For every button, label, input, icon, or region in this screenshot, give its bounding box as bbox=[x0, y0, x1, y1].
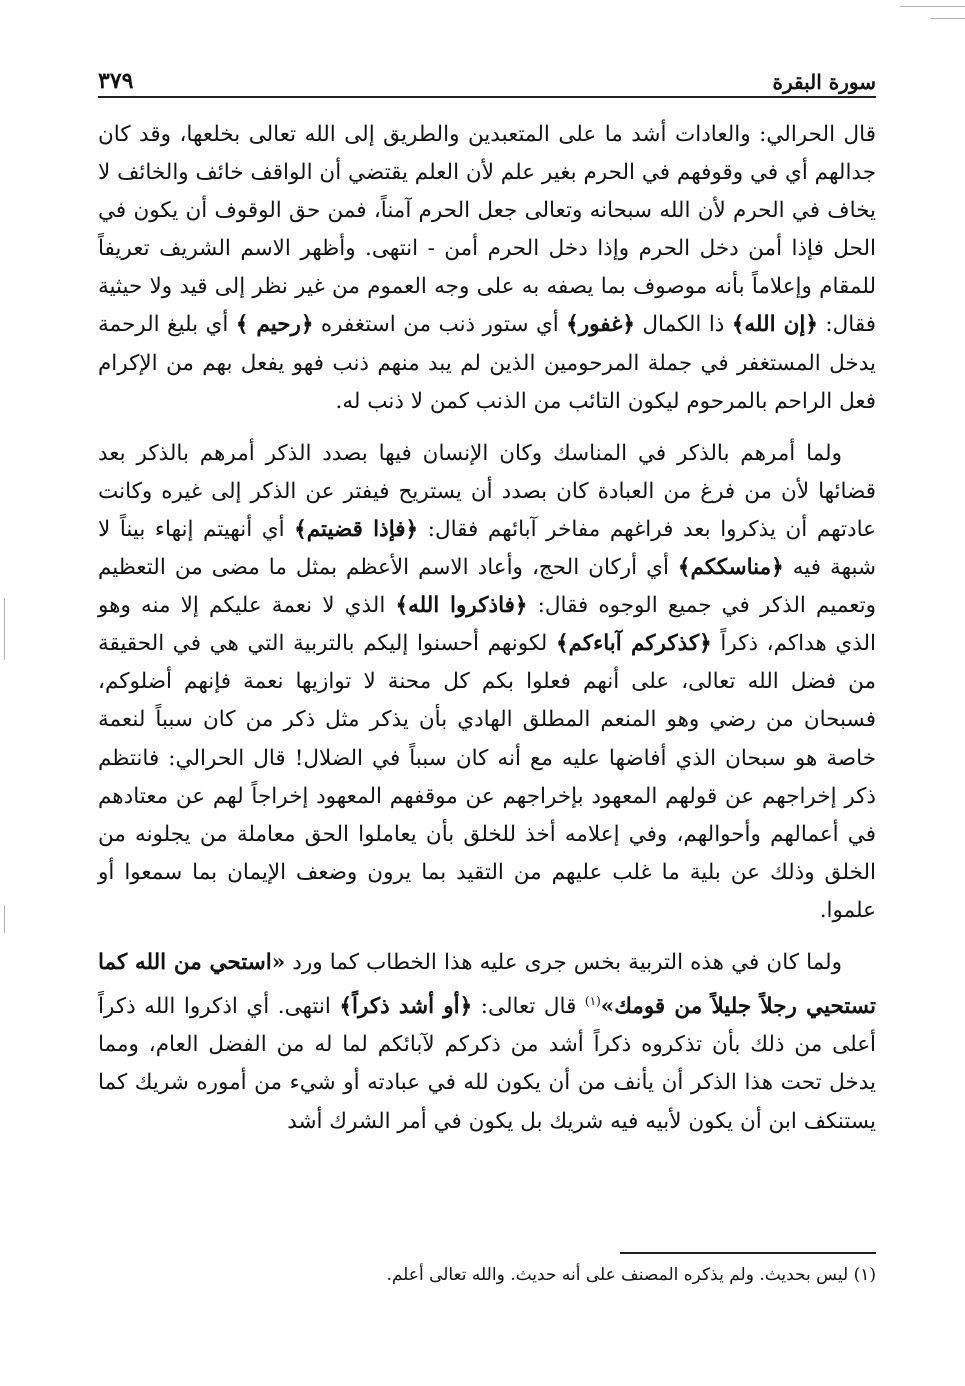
margin-mark-1 bbox=[4, 598, 5, 660]
paragraph-2 bbox=[98, 435, 876, 930]
quran-quote: «استحي من الله كما تستحيي رجلاً جليلاً من قومك» bbox=[98, 949, 876, 1020]
text-run: أي بليغ الرحمة يدخل المستغفر في جملة المرحومين الذين لم يبد منهم ذنب فهو يفعل بهم من الإكرام فعل الراحم بالمرحوم ليكون التائب من الذنب كمن لا ذنب له. bbox=[98, 312, 876, 414]
footnote-text: ليس بحديث. ولم يذكره المصنف على أنه حديث. والله تعالى أعلم. bbox=[386, 1265, 849, 1285]
paragraph-3 bbox=[98, 944, 876, 1141]
sura-title: سورة البقرة bbox=[772, 70, 876, 94]
text-run: أي أنهيتم إنهاء بيناً لا شبهة فيه bbox=[98, 516, 876, 581]
quran-quote: ﴿رحيم ﴾ bbox=[235, 312, 314, 338]
book-page bbox=[98, 60, 876, 1141]
quran-quote: ﴿أو أشد ذكراً﴾ bbox=[339, 994, 473, 1020]
text-run: قال الحرالي: والعادات أشد ما على المتعبدين والطريق إلى الله تعالى بخلعها، وقد كان جدالهم أي في وقوفهم في الحرم بغير علم لأن العلم يقتضي أن الواقف خائف والخائف لا يخاف في الحرم لأن الله سبحانه وتعالى جعل الحرم آمناً، فمن حق الوقوف أن يكون في الحل فإذا أمن دخل الحرم وإذا دخل الحرم أمن - انتهى. وأظهر الاسم الشريف تعريفاً للمقام وإعلاماً بأنه موصوف بما يصفه به على وجه العموم من غير نظر إلى قيد ولا حيثية فقال: bbox=[98, 122, 876, 338]
running-header bbox=[98, 60, 876, 98]
text-run: ولما كان في هذه التربية بخس جرى عليه هذا الخطاب كما ورد bbox=[285, 949, 842, 975]
text-run: الذي لا نعمة عليكم إلا منه وهو الذي هداكم، ذكراً bbox=[98, 593, 877, 657]
footnote-separator bbox=[620, 1252, 876, 1254]
scan-edge-line-top2 bbox=[930, 18, 965, 19]
quran-quote: ﴿غفور﴾ bbox=[566, 312, 635, 338]
page-number: ٣٧٩ bbox=[98, 68, 134, 94]
footnote bbox=[330, 1262, 876, 1288]
scan-edge-line-top bbox=[900, 6, 965, 7]
quran-quote: ﴿كذكركم آباءكم﴾ bbox=[555, 631, 712, 657]
text-run: انتهى. أي اذكروا الله ذكراً أعلى من ذلك بأن تذكروه ذكراً أشد من ذكركم لآبائكم لما له من الفضل العام، ومما يدخل تحت هذا الذكر أن يأنف من أن يكون لله في عبادته أو شيء من أموره شريك كما يستنكف ابن أن يكون لأبيه فيه شريك بل يكون في أمر الشرك أشد bbox=[98, 994, 876, 1134]
text-run: أي أركان الحج، وأعاد الاسم الأعظم بمثل ما مضى من التعظيم وتعميم الذكر في جميع الوجوه فقال: bbox=[98, 555, 876, 619]
text-run: ولما أمرهم بالذكر في المناسك وكان الإنسان فيها بصدد الذكر أمرهم بالذكر بعد قضائها لأن من فرغ من العبادة كان بصدد أن يستريح فيفتر عن الذكر إلى غيره وكانت عادتهم أن يذكروا بعد فراغهم مفاخر آبائهم فقال: bbox=[98, 440, 876, 542]
quran-quote: ﴿إن الله﴾ bbox=[731, 312, 818, 338]
quran-quote: ﴿مناسككم﴾ bbox=[677, 555, 784, 581]
text-run: ذا الكمال bbox=[634, 312, 732, 338]
footnote-ref: (١) bbox=[584, 994, 601, 1009]
footnote-number: (١) bbox=[853, 1265, 876, 1285]
text-run: قال تعالى: bbox=[472, 994, 585, 1020]
text-run: أي ستور ذنب من استغفره bbox=[313, 312, 567, 338]
margin-mark-2 bbox=[4, 905, 5, 933]
quran-quote: ﴿فاذكروا الله﴾ bbox=[395, 593, 528, 619]
quran-quote: ﴿فإذا قضيتم﴾ bbox=[294, 516, 419, 542]
paragraph-1 bbox=[98, 116, 876, 421]
text-run: لكونهم أحسنوا إليكم بالتربية التي هي في الحقيقة من فضل الله تعالى، على أنهم فعلوا بكم كل محنة لا توازيها نعمة فإنهم أضلوكم، فسبحان من رضي وهو المنعم المطلق الهادي بأن يذكر مثل ذكر من كان سبباً لنعمة خاصة هو سبحان الذي أفاضها عليه مع أنه كان سبباً في الضلال! قال الحرالي: فانتظم ذكر إخراجهم عن قولهم المعهود بإخراجهم عن موقفهم المعهود إخراجاً لهم عن معتادهم في أعمالهم وأحوالهم، وفي إعلامه أخذ للخلق بأن يعاملوا الحق معاملة من يجلونه من الخلق وذلك عن بلية ما غلب عليهم من التقيد بما يرون وضعف الإيمان بما سمعوا أو علموا. bbox=[98, 631, 876, 923]
